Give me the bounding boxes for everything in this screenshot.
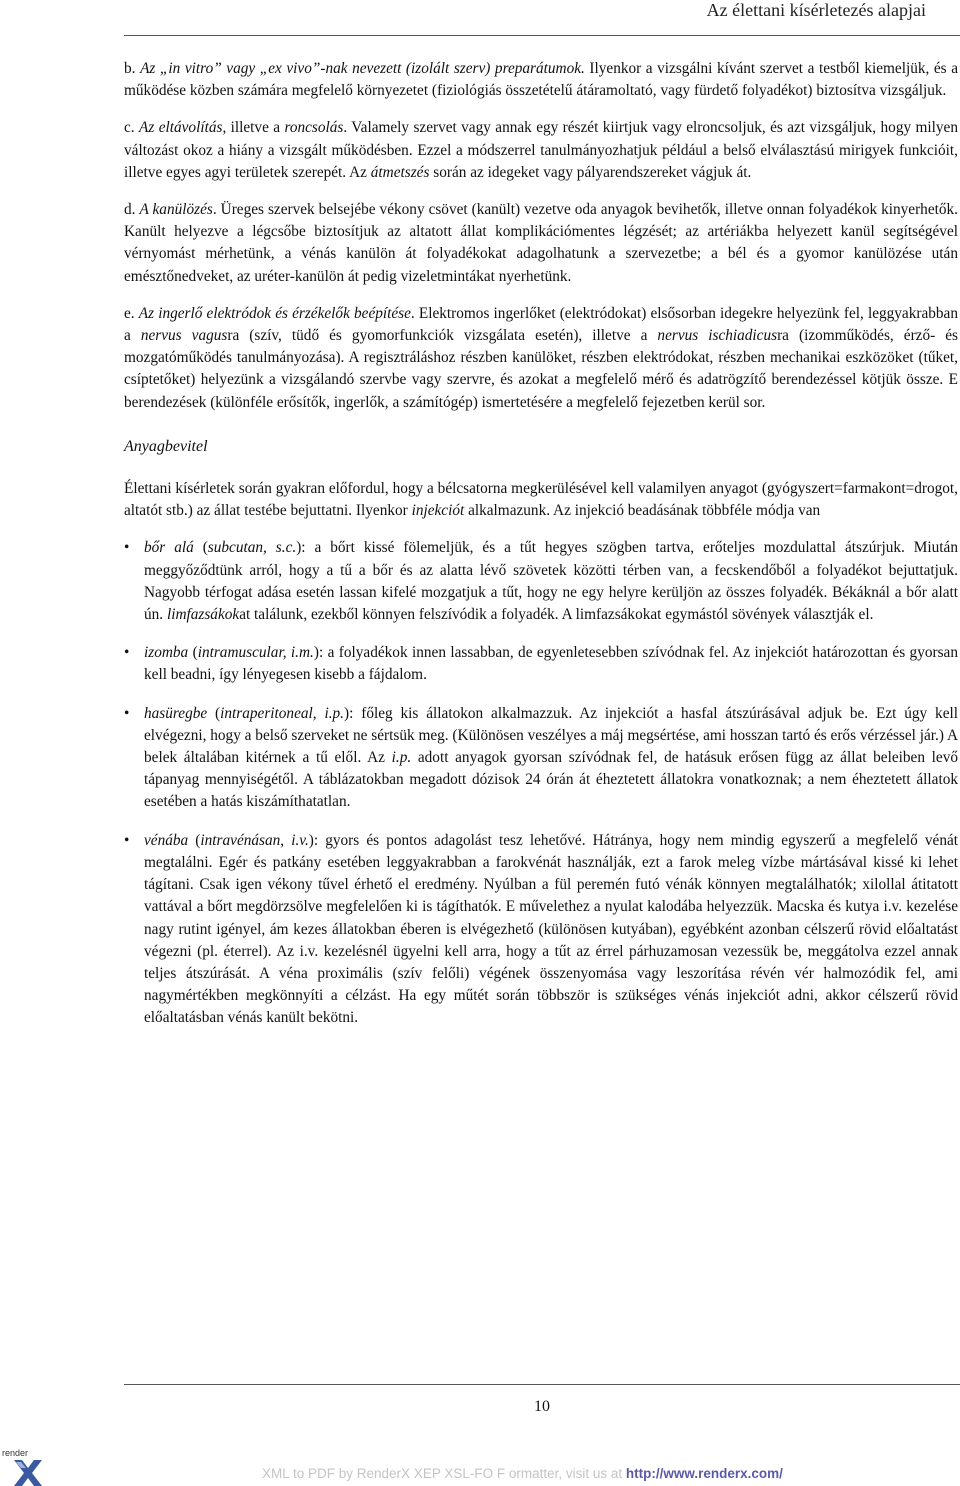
section-c-text: . Valamely szervet vagy annak egy részét kiirtjuk vagy elroncsoljuk, és azt vizsgáljuk, hogy milyen változást okoz a hiány a vizsgált működésben. Ezzel a módszerrel tanulmányozhatjuk például a belső elválasztású mirigyek funkcióit, illetve egyes agyi területek szerepét. Az	[124, 119, 958, 181]
page-number: 10	[534, 1398, 550, 1415]
item-text: ): főleg kis állatokon alkalmazzuk. Az injekciót a hasfal átszúrásával adjuk be. Ezt úgy kell elvégezni, hogy a belső szerveket ne sértsük meg. (Különösen veszélyes a máj megsértése, ami hosszan tartó és erős vérzéssel jár.) A belek általában kitérnek a tű elől. Az	[144, 704, 958, 767]
item-text: ): a bőrt kissé fölemeljük, és a tűt hegyes szögben tartva, erőteljes mozdulattal átszúrjuk. Miután meggyőződtünk arról, hogy a tű a bőr és az alatta lévő szövetek közötti térben van, a fecskendőből a folyadékot bejuttatjuk. Nagyobb térfogat adása esetén lassan kifelé mozgatjuk a tűt, hogy ne egy helyre kerüljön az összes folyadék. Békáknál a bőr alatt ún.	[144, 539, 958, 624]
list-item	[124, 703, 958, 814]
section-c	[124, 117, 958, 184]
section-e-text-2: ra (szív, tüdő és gyomorfunkciók vizsgálata esetén), illetve a	[227, 327, 658, 345]
item-name: vénába	[144, 831, 189, 849]
section-b-text: Ilyenkor a vizsgálni kívánt szervet a testből kiemeljük, és a működése közben számára megfelelő környezetet (fiziológiás összetételű átáramoltató, vagy fürdető folyadékot) biztosítva vizsgáljuk.	[124, 60, 958, 100]
page-content	[124, 58, 958, 1046]
section-c-title-2: roncsolás	[284, 119, 344, 137]
renderx-logo-icon	[2, 1446, 42, 1486]
section-c-title: Az eltávolítás	[139, 119, 223, 137]
logo-text: render	[2, 1448, 29, 1458]
section-c-mid: , illetve a	[222, 119, 285, 137]
bullet-icon: •	[124, 539, 130, 557]
item-latin: intravénásan, i.v.	[200, 831, 309, 849]
bullet-icon: •	[124, 644, 130, 662]
list-item	[124, 537, 958, 626]
intro-text-2: alkalmazunk. Az injekció beadásának többféle módja van	[464, 502, 821, 520]
section-d-title: A kanülözés	[139, 201, 213, 219]
intro-term: injekciót	[411, 502, 465, 520]
section-d-label: d.	[124, 201, 136, 219]
item-name: izomba	[144, 644, 189, 662]
item-paren: (	[207, 704, 221, 722]
item-term: limfazsákok	[166, 606, 240, 624]
section-d-text: . Üreges szervek belsejébe vékony csövet (kanült) vezetve oda anyagok bevihetők, illetve onnan folyadékok kinyerhetők. Kanült helyezve a légcsőbe biztosítjuk az altatott állat komplikációmentes légzését; az artériákba helyezett kanül segítségével vérnyomást mérhetünk, a vénás kanülön át folyadékokat adagolhatunk a szervezetbe; a bél és a gyomor kanülözése után emésztőnedveket, az uréter-kanülön át pedig vizeletmintákat nyerhetünk.	[124, 201, 958, 285]
section-heading-anyagbevitel: Anyagbevitel	[124, 437, 208, 455]
list-item	[124, 830, 958, 1030]
section-e-title: Az ingerlő elektródok és érzékelők beépítése	[138, 304, 411, 322]
list-item	[124, 642, 958, 686]
section-c-label: c.	[124, 119, 135, 137]
header-divider	[124, 35, 960, 36]
item-text-2: at találunk, ezekből könnyen felszívódik a folyadék. A limfazsákokat egymástól sövények választják el.	[239, 606, 874, 624]
header-title: Az élettani kísérletezés alapjai	[706, 0, 926, 20]
section-c-text-2: során az idegeket vagy pályarendszereket vágjuk át.	[429, 163, 752, 181]
footer-link[interactable]: http://www.renderx.com/	[625, 1466, 783, 1481]
page-header	[0, 0, 960, 30]
footer-credit	[262, 1466, 783, 1481]
item-paren: (	[193, 539, 208, 557]
item-latin: subcutan, s.c.	[207, 539, 297, 557]
section-b-title: Az „in vitro” vagy „ex vivo”-nak nevezett (izolált szerv) preparátumok.	[140, 60, 585, 77]
item-text: ): gyors és pontos adagolást tesz lehetővé. Hátránya, hogy nem mindig egyszerű a megfelelő vénát megtalálni. Egér és patkány esetében leggyakrabban a farokvénát használják, ezt a farok meleg vízbe mártásával kissé ki lehet tágítani. Csak igen vékony tűvel érhető el eredmény. Nyúlban a fül peremén futó vénák könnyen megtalálhatók; xilollal átitatott vattával a bőrt megdörzsölve megfelelően ki is tágíthatók. E művelethez a nyulat kalodába helyezzük. Macska és kutya i.v. kezelése nagy rutint igényel, ám kezes állatokban éberen is elvégezhető (különösen kutyában), egyébként azonban célszerű rövid előaltatást végezni (pl. éterrel). Az i.v. kezelésnél ügyelni kell arra, hogy a tűt az érrel párhuzamosan vezessük be, meggátolva ezzel annak teljes átszúrását. A véna proximális (szív felőli) végének összenyomása vagy leszorítása révén vér halmozódik fel, ami nagymértékben megkönnyíti a célzást. Ha egy műtét során többször is szükséges vénás injekciót adni, akkor célszerű rövid előaltatásban vénás kanült bekötni.	[144, 831, 959, 1027]
item-latin: intraperitoneal, i.p.	[220, 704, 345, 722]
item-name: hasüregbe	[144, 704, 208, 722]
item-text-2: adott anyagok gyorsan szívódnak fel, de hatásuk erősen függ az állat beleiben levő tápanyag mennyiségétől. A táblázatokban megadott dózisok 24 órán át éheztetett állatokra vonatkoznak; a nem éheztetett állatok esetében a hatás kiszámíthatatlan.	[144, 749, 958, 811]
footer-credit-text: XML to PDF by RenderX XEP XSL-FO F ormatter, visit us at	[262, 1466, 626, 1481]
section-e-label: e.	[124, 304, 135, 322]
section-e-term-1: nervus vagus	[140, 327, 228, 345]
intro-paragraph	[124, 478, 958, 522]
bullet-icon: •	[124, 831, 130, 849]
section-b-label: b.	[124, 60, 136, 77]
section-e-text-3: ra (izomműködés, érző- és mozgatóműködés tanulmányozása). A regisztráláshoz részben kanülöket, részben elektródokat, részben mechanikai eszközöket (tűket, csíptetőket) helyezünk a vizsgálandó szervbe vagy szervre, és azokat a megfelelő mérő és adatrögzítő berendezéssel kötjük össze. E berendezések (különféle erősítők, ingerlők, a számítógép) ismertetésére a megfelelő fejezetben kerül sor.	[124, 327, 958, 411]
section-e-text: . Elektromos ingerlőket (elektródokat) elsősorban idegekre helyezünk fel, leggyakrabban a	[124, 304, 958, 345]
footer-divider	[124, 1384, 960, 1385]
item-term: i.p.	[391, 749, 412, 767]
bullet-icon: •	[124, 704, 130, 722]
intro-text: Élettani kísérletek során gyakran előfordul, hogy a bélcsatorna megkerülésével kell valamilyen anyagot (gyógyszert=farmakont=drogot, altatót stb.) az állat testébe bejuttatni. Ilyenkor	[124, 480, 958, 520]
injection-methods-list	[124, 537, 958, 1029]
item-name: bőr alá	[144, 539, 194, 557]
section-d	[124, 199, 958, 288]
section-c-term: átmetszés	[370, 163, 430, 181]
section-b	[124, 58, 958, 102]
section-e-term-2: nervus ischiadicus	[657, 327, 778, 345]
item-latin: intramuscular, i.m.	[197, 644, 314, 662]
item-paren: (	[188, 644, 198, 662]
section-e	[124, 303, 958, 414]
item-paren: (	[188, 831, 201, 849]
item-text: ): a folyadékok innen lassabban, de egyenletesebben szívódnak fel. Az injekciót határozottan és gyorsan kell beadni, így lényegesen kisebb a fájdalom.	[144, 644, 958, 684]
